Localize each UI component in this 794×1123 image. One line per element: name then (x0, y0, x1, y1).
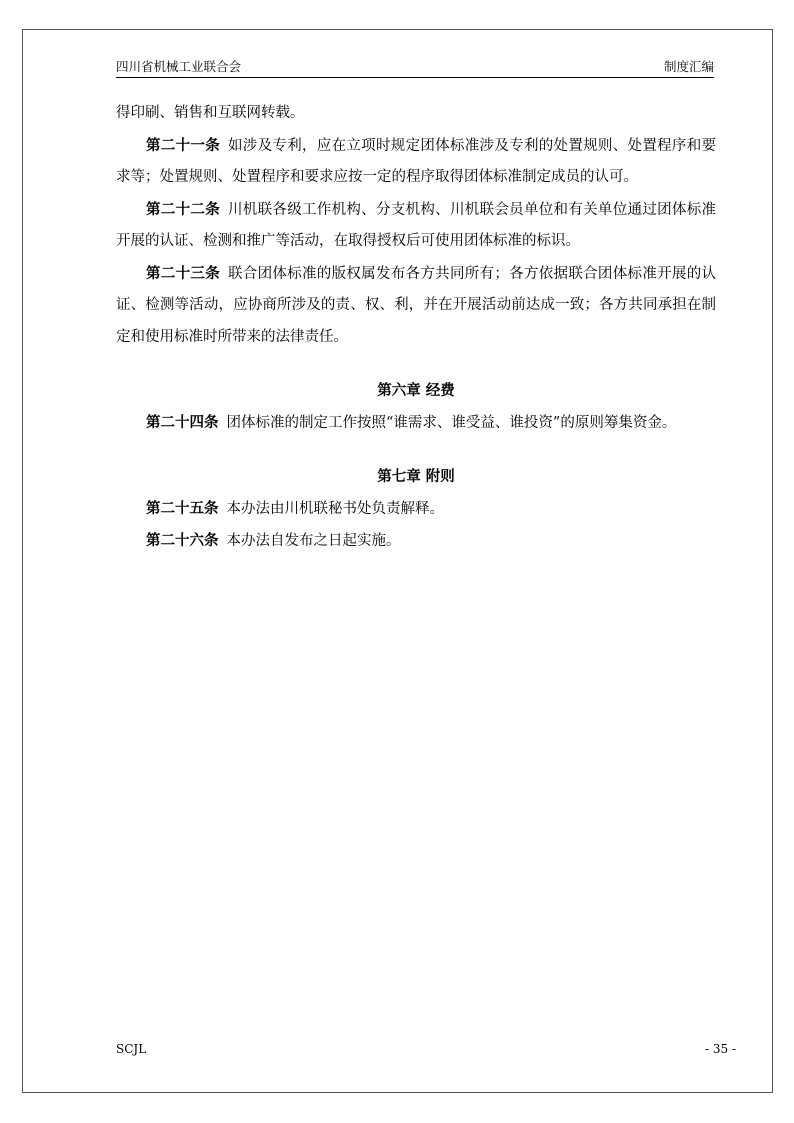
chapter-7-heading: 第七章 附则 (377, 468, 455, 485)
header-collection-title: 制度汇编 (663, 59, 714, 74)
article-22 (116, 194, 716, 258)
article-25-label: 第二十五条 (146, 499, 219, 517)
article-25-text: 本办法由川机联秘书处负责解释。 (226, 500, 444, 517)
article-25 (116, 493, 716, 526)
section-spacer (116, 353, 716, 375)
article-26-text: 本办法自发布之日起实施。 (226, 533, 401, 549)
article-23 (116, 258, 716, 354)
article-24-text: 团体标准的制定工作按照“谁需求、谁受益、谁投资”的原则筹集资金。 (226, 414, 677, 431)
article-24-label: 第二十四条 (146, 413, 219, 431)
article-26 (116, 525, 716, 558)
article-23-text: 联合团体标准的版权属发布各方共同所有；各方依据联合团体标准开展的认证、检测等活动，应协商所涉及的责、权、利，并在开展活动前达成一致；各方共同承担在制定和使用标准时所带来的法律责任。 (116, 265, 717, 345)
article-21-label: 第二十一条 (146, 136, 220, 154)
article-21 (116, 130, 716, 194)
article-26-label: 第二十六条 (146, 532, 219, 549)
article-21-text: 如涉及专利，应在立项时规定团体标准涉及专利的处置规则、处置程序和要求等；处置规则、处置程序和要求应按一定的程序取得团体标准制定成员的认可。 (116, 137, 717, 185)
document-body (116, 98, 716, 558)
article-24 (116, 407, 716, 440)
article-22-text: 川机联各级工作机构、分支机构、川机联会员单位和有关单位通过团体标准开展的认证、检测和推广等活动，在取得授权后可使用团体标准的标识。 (116, 201, 717, 249)
continuation-paragraph: 得印刷、销售和互联网转载。 (116, 105, 305, 121)
page-header (116, 57, 714, 78)
chapter-6-heading: 第六章 经费 (377, 382, 455, 399)
header-organization: 四川省机械工业联合会 (116, 59, 242, 74)
article-22-label: 第二十二条 (146, 200, 220, 218)
article-23-label: 第二十三条 (146, 264, 220, 282)
footer-code: SCJL (116, 1042, 147, 1056)
page-number: - 35 - (704, 1042, 736, 1056)
section-spacer (116, 439, 716, 461)
